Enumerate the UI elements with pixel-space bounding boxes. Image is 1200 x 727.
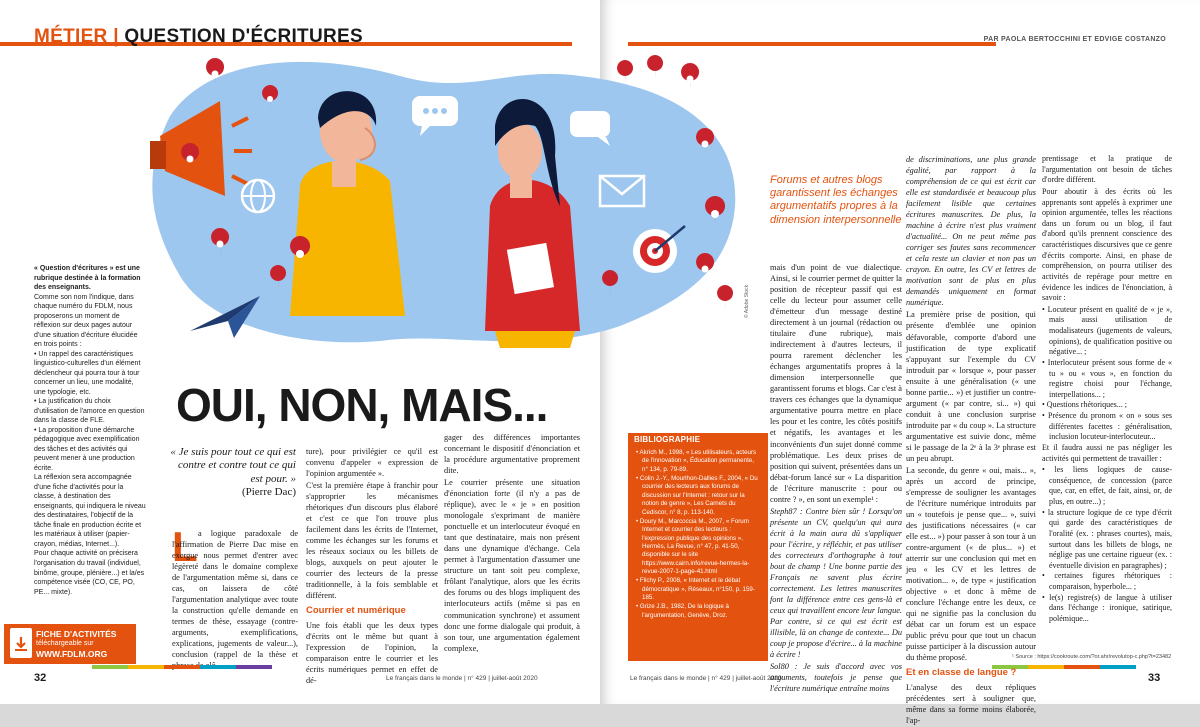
sidebar-paragraph: Comme son nom l'indique, dans chaque numéro du FDLM, nous proposerons un moment de réflexion sur deux pages autour d'une situation d'écriture élucidée en trois points : <box>34 293 138 349</box>
list-item: • Questions rhétoriques... ; <box>1042 400 1128 410</box>
sidebar-paragraph: • Un rappel des caractéristiques linguistico-culturelles d'un élément déclencheur qui pourra tour à tour concerner un lieu, une modalité, une typologie, etc. <box>34 350 141 396</box>
page-number-left: 32 <box>34 672 47 684</box>
col4-p1: mais d'un point de vue dialectique. Ainsi, si le courrier permet de quitter la position de récepteur passif qui est celle du lecteur pour assumer celle d'émetteur d'un message destiné directement à un journal (rédaction ou titulaire d'une rubrique), mais indirectement à d'autres lecteurs, il pourra rarement déclencher les échanges argumentatifs propres à la dimension interpersonnelle que garantissent forums et blogs. Car c'est à travers ces échanges que la dynamique argumentative pourra mettre en place les pour et les contre, les côtés positifs et négatifs, les avantages et les inconvénients d'un sujet donné comme problématique. Les deux prises de position qui suivent, présentées dans un débat-forum lancé sur « La disparition de l'écriture manuscrite : pour ou contre ? », en sont un exemple¹ : <box>770 263 902 504</box>
list-item: • Présence du pronom « on » sous ses différentes facettes : généralisation, inclusion locuteur-interlocuteur... <box>1042 411 1172 442</box>
column-2 <box>306 446 438 687</box>
quote-text: « Je suis pour tout ce qui est contre et contre tout ce qui est pour. » <box>170 446 296 485</box>
enonciation-list <box>1042 305 1172 443</box>
footer-left: Le français dans le monde | n° 429 | juillet-août 2020 <box>386 675 538 682</box>
article-headline: OUI, NON, MAIS... <box>176 379 548 431</box>
col5-p4: L'analyse des deux répliques précédentes sert à souligner que, même dans sa forme moins élaborée, l'ap- <box>906 683 1036 726</box>
sidebar-paragraph: La réflexion sera accompagnée d'une fiche d'activités pour la classe, à destination des enseignants, qui indiquera le niveau des destinataires, l'objectif de la tâche finale en production écrite et les matériaux à utiliser (papier-crayon, médias, Internet...). <box>34 474 146 548</box>
column-3 <box>444 432 580 655</box>
col3-p1: gager des différences importantes concernant le dispositif d'énonciation et la procédure argumentative proprement dite. <box>444 433 580 476</box>
subheading-classe: Et en classe de langue ? <box>906 667 1017 679</box>
fiche-activites-banner[interactable] <box>4 624 136 664</box>
bibliography-item: • Colin J.-Y., Mourlhon-Dallies F., 2004, « Du courrier des lecteurs aux forums de discussion sur l'Internet : retour sur la notion de genre », Les Carnets du Cediscor, n° 8, p. 113-140. <box>636 475 758 516</box>
color-strip <box>200 665 236 669</box>
source-footnote: ¹ Source : https://cookroute.com/?or.ahr/revolutop-c.php?t=23482 <box>1012 654 1172 660</box>
column-6 <box>1042 154 1172 625</box>
sidebar-paragraph: « Question d'écritures » est une rubrique destinée à la formation des enseignants. <box>34 265 141 292</box>
color-strip <box>128 665 164 669</box>
page-number-right: 33 <box>1148 672 1161 684</box>
top-rule <box>628 42 996 46</box>
pull-quote-text: Forums et autres blogs garantissent les échanges argumentatifs propres à la dimension interpersonnelle <box>770 174 902 226</box>
fiche-title: FICHE D'ACTIVITÉS <box>36 629 117 639</box>
subheading-courrier: Courrier et numérique <box>306 605 406 617</box>
bibliography-list <box>636 449 760 620</box>
rubric-title <box>34 26 363 48</box>
bibliography-item: • Flichy P., 2008, « Internet et le débat démocratique », Réseaux, n°150, p. 159-185. <box>636 577 755 602</box>
fiche-subtitle: téléchargeable sur <box>36 640 94 647</box>
col2-p3: Une fois établi que les deux types d'écrits ont le même but quant à l'expression de l'opinion, la comparaison entre le courrier et les écrits numériques permet en effet de dé- <box>306 621 438 686</box>
color-strip <box>236 665 272 669</box>
col2-p1: ture), pour privilégier ce qu'il est convenu d'appeler « expression de l'opinion argumentée ». <box>306 447 438 479</box>
col5-p2: La première prise de position, qui présente d'emblée une opinion défavorable, comporte d'abord une justification de type explicatif s'appuyant sur l'exemple du CV introduit par « lorsque », pour passer ensuite à une généralisation (« une bonne partie... ») et justifier un contre-argument (« par contre, si... ») qui conduit à une conclusion surprise introduite par « du coup ». La structure argumentative est suivie donc, même si le passage de la 2ᵉ à la 3ᵉ phrase est un peu abrupt. <box>906 310 1036 463</box>
list-item: • le(s) registre(s) de langue à utiliser dans l'échange : ironique, satirique, polémique... <box>1042 592 1172 623</box>
col2-p2: C'est la première étape à franchir pour s'approprier les mécanismes rhétoriques d'un discours plus élaboré et c'est ce que l'on trouve plus facilement dans les écrits de l'Internet, comme les échanges sur les forums et les réseaux sociaux ou les billets de blogs, auxquels on peut ajouter le courrier des lecteurs de la presse traditionnelle, à la fois semblable et différent. <box>306 481 438 601</box>
rubric-separator: | <box>113 26 119 47</box>
illustration-credit: © Adobe Stock <box>744 284 750 318</box>
sidebar-paragraph: • La proposition d'une démarche pédagogique avec exemplification des tâches et des activités qui peuvent mener à une production écrite. <box>34 426 140 472</box>
col6-p3: Et il faudra aussi ne pas négliger les activités qui permettent de travailler : <box>1042 442 1172 463</box>
list-item: • Locuteur présent en qualité de « je », mais aussi utilisation de modalisateurs (jugements de valeurs, opinions), de qualification positive ou négative... ; <box>1042 304 1172 357</box>
rubric-sub: QUESTION D'ÉCRITURES <box>124 26 363 47</box>
column-1 <box>172 523 298 672</box>
activities-list <box>1042 465 1172 624</box>
color-strip <box>92 665 128 669</box>
bibliography-item: • Doury M., Marcoccia M., 2007, « Forum Internet et courrier des lecteurs : l'expression publique des opinions », Hermès, La Revue, n° 47, p. 41-50, disponible sur le site https://www.cairn.info/revue-hermes-la-revue-2007-1-page-41.html <box>636 517 750 576</box>
bibliography-title: BIBLIOGRAPHIE <box>634 435 701 444</box>
footer-right: Le français dans le monde | n° 429 | juillet-août 2020 <box>630 675 782 682</box>
list-item: • les liens logiques de cause-conséquence, de concession (parce que, car, en effet, de fait, ainsi, or, de plus, en outre...) ; <box>1042 465 1172 506</box>
column-5 <box>906 154 1036 727</box>
list-item: • Interlocuteur présent sous forme de « tu » ou « vous », en fonction du registre choisi pour l'échange, interpellations... ; <box>1042 357 1172 399</box>
epigraph-quote <box>170 446 296 500</box>
bibliography-box <box>628 433 768 661</box>
sidebar-paragraph: • La justification du choix d'utilisation de l'amorce en question dans la classe de FLE. <box>34 398 145 425</box>
col4-p2: Steph87 : Contre bien sûr ! Lorsqu'on présente un CV, quelqu'un qui aura écrit à la main aura dû s'appliquer pour l'écrire, y réfléchir, et pas utiliser des correcteurs d'orthographe à tout bout de champ ! Une bonne partie des Français ne savent plus écrire correctement. Les lettres manuscrites font la différence entre ces gens-là et ceux qui travaillent encore leur langue. Par contre, si ce qui est écrit est illisible, là on change de contexte... Du coup je propose d'écrire... à la machine à écrire ! <box>770 506 902 660</box>
color-strip <box>1100 665 1136 669</box>
bibliography-item: • Akrich M., 1998, « Les utilisateurs, acteurs de l'innovation », Éducation permanente, n° 134, p. 79-89. <box>636 449 757 473</box>
sidebar-box <box>34 264 146 597</box>
col4-p3: Sol80 : Je suis d'accord avec vos arguments, toutefois je pense que l'écriture numérique entraîne moins <box>770 662 902 694</box>
pull-quote <box>770 174 902 227</box>
download-icon <box>10 628 32 658</box>
col6-p2: Pour aboutir à des écrits où les apprenants sont appelés à exprimer une opinion argumentée, telles les réactions dans un forum ou un blog, il faut d'abord qu'ils prennent conscience des caractéristiques discursives que ce genre d'écrits comporte. Ainsi, en phase de compréhension, on pourra utiliser des activités de repérage pour mettre en évidence les indices de l'énonciation, à savoir : <box>1042 186 1172 303</box>
col3-p2: Le courrier présente une situation d'énonciation forte (il n'y a pas de réplique), avec le « je » en position monologale s'exprimant de manière ponctuelle et un interlocuteur évoqué en tant que destinataire, mais non présent dans une dynamique d'échange. Cela permet à l'argumentation d'assumer une structure un tant soit peu complexe, frôlant l'analytique, alors que les écrits des forums ou des blogs impliquent des interlocuteurs actifs (même si pas en communication synchrone) et assument donc une forme dialogale qui produit, à son tour, une argumentation également complexe, <box>444 478 580 653</box>
list-item: • la structure logique de ce type d'écrit qui garde des caractéristiques de l'oralité (ex. : phrases courtes), mais, surtout dans les billets de blogs, ne néglige pas une certaine rigueur (ex. : éventuelle division en paragraphes) ; <box>1042 507 1172 570</box>
col5-p3: La seconde, du genre « oui, mais... », après un accord de principe, s'empresse de souligner les avantages de l'écriture numérique introduits par un « toutefois je pense que... », suivi des justifications nécessaires (« car elle est... ») pour passer à son tour à un contre-argument (« de plus... ») et atterrir sur une conclusion qui met en jeu « les CV et les lettres de motivation... », de type « justification objective » et donc à même de conclure l'échange entre les deux, ce qui ne signifie pas la conclusion du débat car un forum est un espace public prévu pour que tout un chacun puisse participer à la discussion autour du thème proposé. <box>906 465 1036 663</box>
byline: PAR PAOLA BERTOCCHINI ET EDVIGE COSTANZO <box>983 36 1166 43</box>
col1-text: a logique paradoxale de l'affirmation de Pierre Dac mise en exergue nous permet d'entrer avec légèreté dans le domaine complexe de l'argumentation même si, dans ce cas, on laissera de côté l'argumentation analytique avec toute la construction qu'elle demande en termes de thèse, essayage (contre-arguments, exemplifications, explications, jugements de valeur...), conclusion (rappel de la thèse et <box>172 529 298 660</box>
bibliography-item: • Grize J.B., 1982, De la logique à l'argumentation, Genève, Droz. <box>636 603 729 619</box>
list-item: • certaines figures rhétoriques : comparaison, hyperbole... ; <box>1042 571 1172 591</box>
color-strip <box>164 665 200 669</box>
col5-p1: de discriminations, une plus grande égalité, par rapport à la compréhension de ce qui est écrit car elle est standardisée et beaucoup plus facilement lisible que certaines écritures manuscrites. De plus, la machine à écrire n'est plus vraiment d'actualité... On ne peut même pas corriger ses fautes sans recommencer et cela reste un clavier et non pas un crayon. En outre, les CV et lettres de motivation sont de plus en plus demandés uniquement en format numérique. <box>906 155 1036 308</box>
rubric-main: MÉTIER <box>34 26 108 47</box>
sidebar-paragraph: Pour chaque activité on précisera l'organisation du travail (individuel, binôme, groupe, plénière...) et la/es compétence visée (CO, CE, PO, PE... mixte). <box>34 550 145 596</box>
drop-cap: L <box>172 523 198 570</box>
illustration <box>150 56 750 348</box>
quote-author: (Pierre Dac) <box>241 486 296 499</box>
col6-p1: prentissage et la pratique de l'argumentation ont besoin de tâches d'ordre différent. <box>1042 154 1172 185</box>
column-4 <box>770 262 902 695</box>
fiche-url[interactable]: WWW.FDLM.ORG <box>36 649 108 659</box>
color-strip <box>1064 665 1100 669</box>
